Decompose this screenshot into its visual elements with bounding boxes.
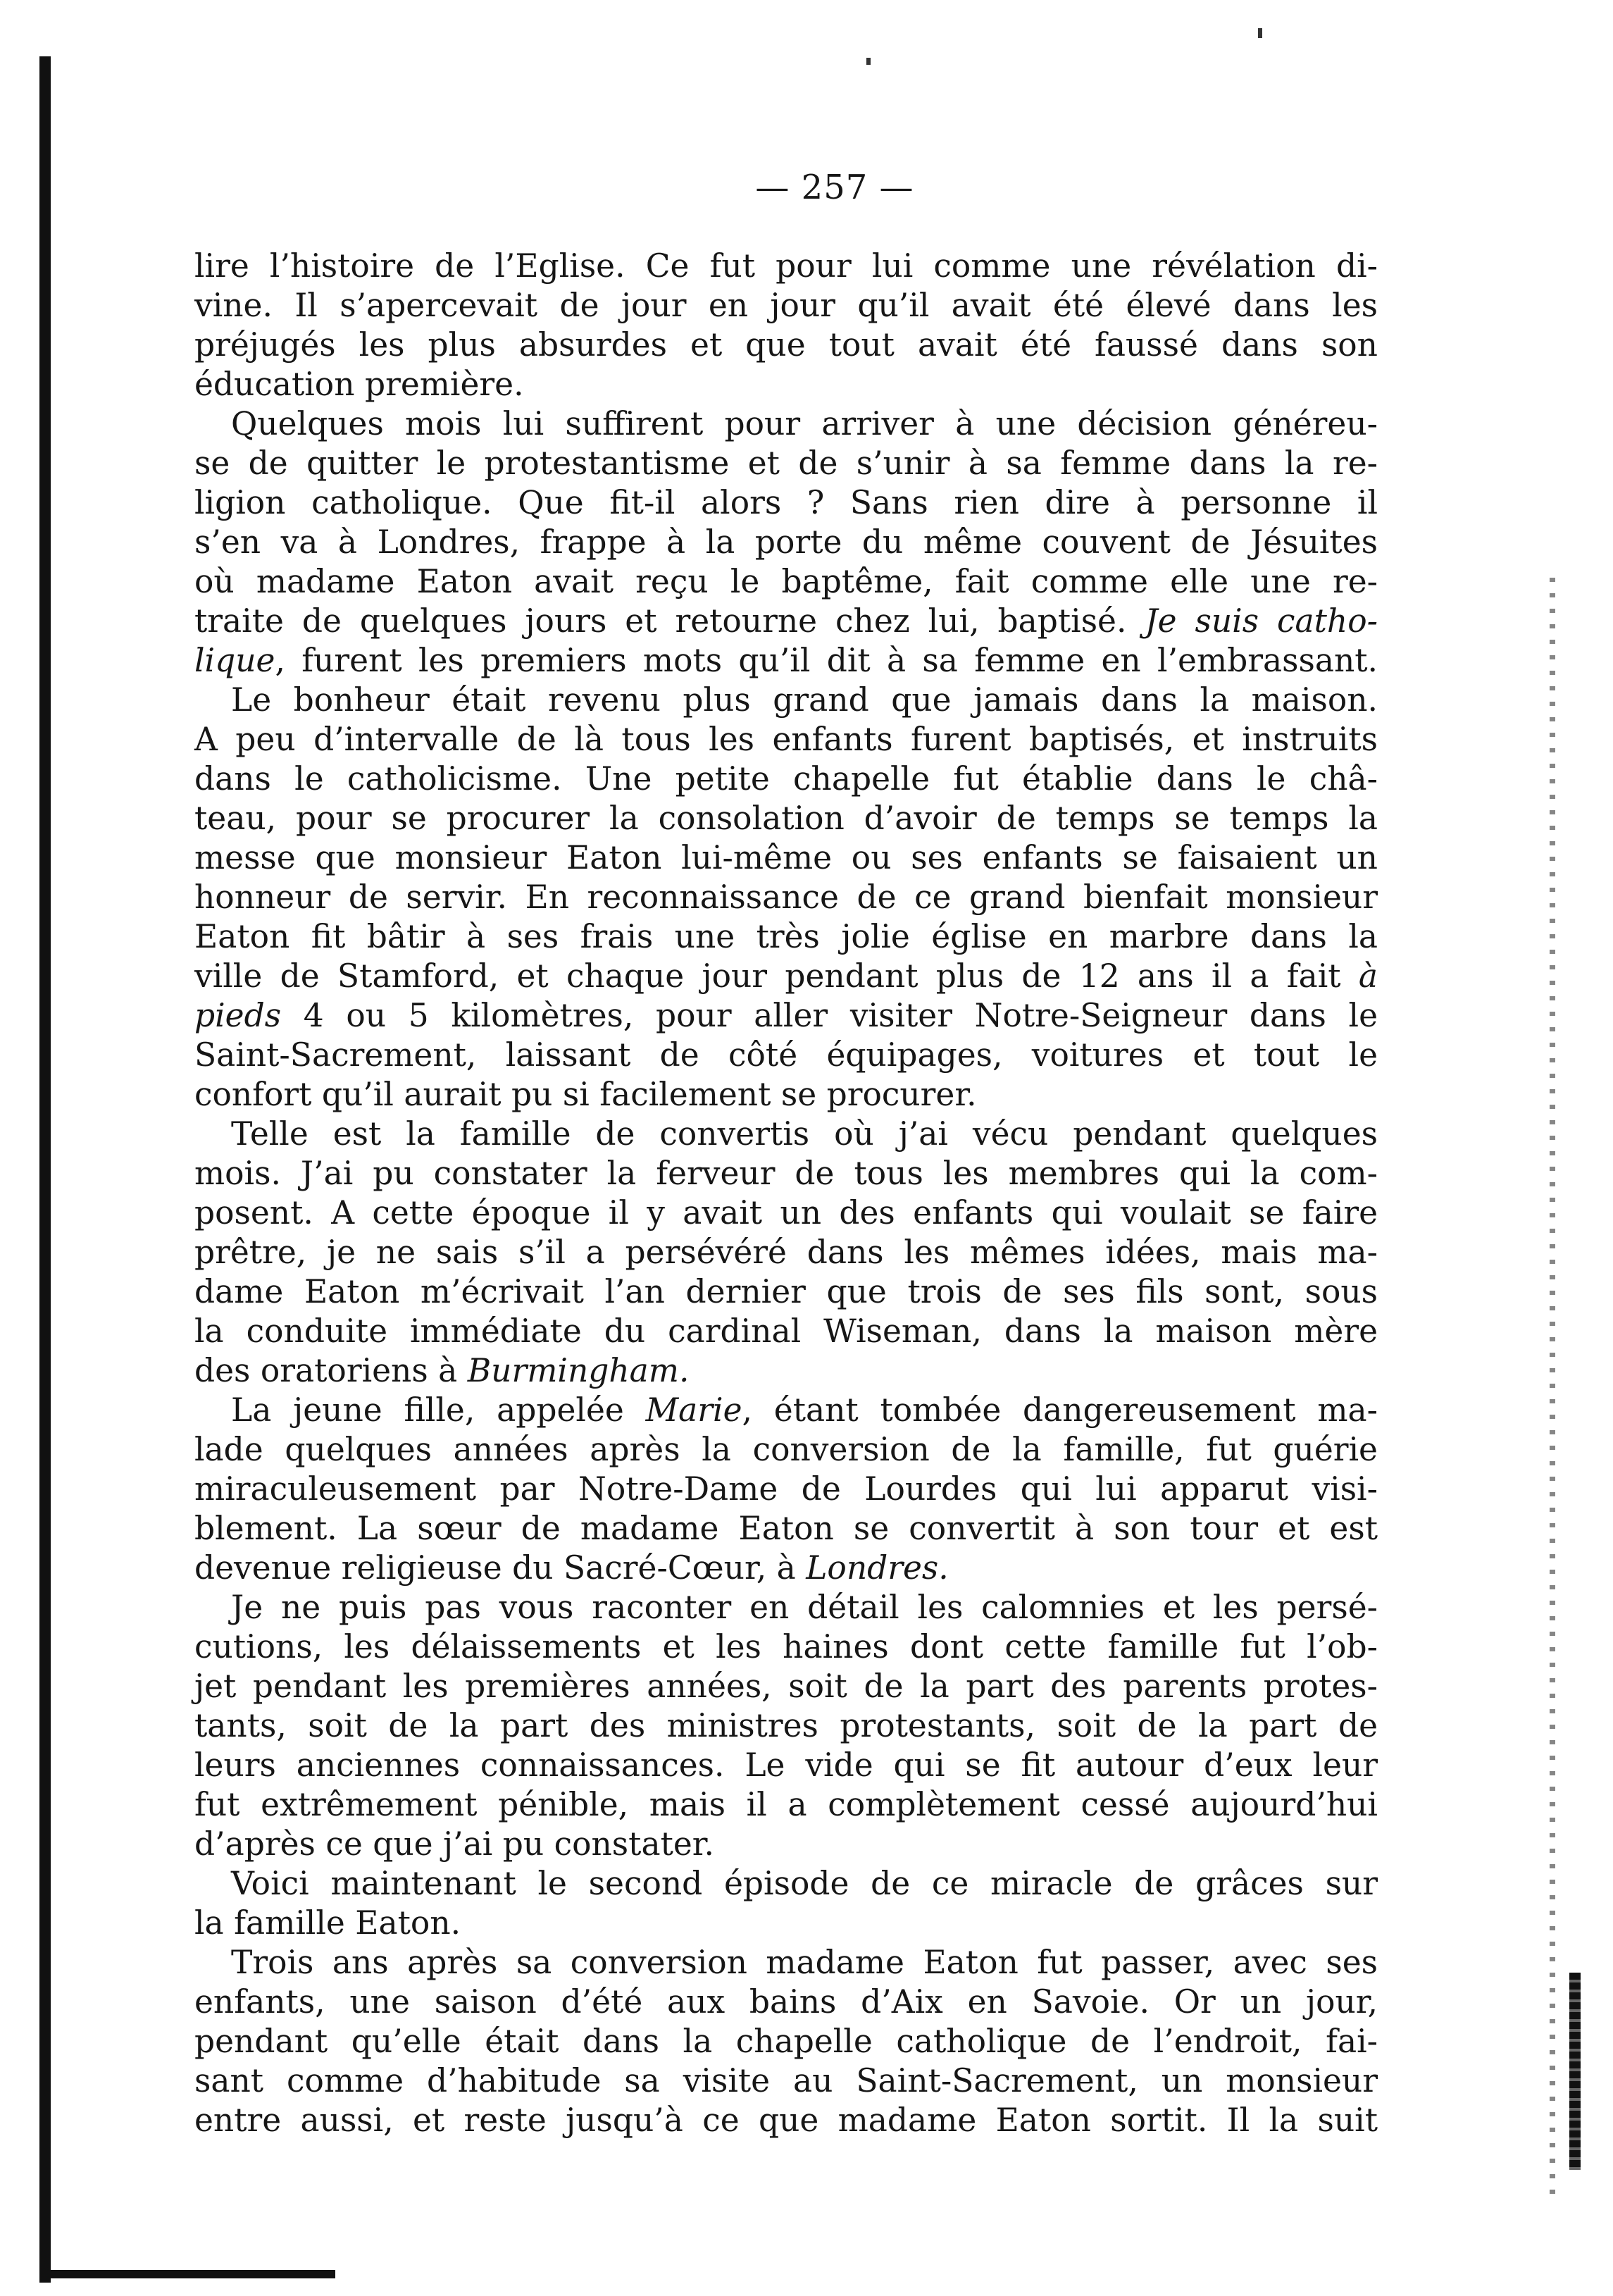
text-line: où madame Eaton avait reçu le baptême, fait comme elle une re-	[194, 563, 1378, 600]
text-line: enfants, une saison d’été aux bains d’Aix en Savoie. Or un jour,	[194, 1983, 1378, 2021]
text-line: lire l’histoire de l’Eglise. Ce fut pour lui comme une révélation di-	[194, 247, 1378, 285]
text-line: se de quitter le protestantisme et de s’unir à sa femme dans la re-	[194, 445, 1378, 482]
text-line: traite de quelques jours et retourne chez lui, baptisé. Je suis catho-	[194, 602, 1378, 640]
text-line: leurs anciennes connaissances. Le vide qui se fit autour d’eux leur	[194, 1746, 1378, 1784]
text-line: Quelques mois lui suffirent pour arriver à une décision généreu-	[231, 405, 1378, 442]
text-line: mois. J’ai pu constater la ferveur de tous les membres qui la com-	[194, 1155, 1378, 1192]
text-line: pieds 4 ou 5 kilomètres, pour aller visiter Notre-Seigneur dans le	[194, 997, 1378, 1034]
text-line: lique, furent les premiers mots qu’il dit à sa femme en l’embrassant.	[194, 642, 1378, 679]
text-line: Telle est la famille de convertis où j’ai vécu pendant quelques	[231, 1115, 1378, 1153]
text-line: blement. La sœur de madame Eaton se convertit à son tour et est	[194, 1510, 1378, 1547]
text-line: dans le catholicisme. Une petite chapelle fut établie dans le châ-	[194, 760, 1378, 798]
text-line: messe que monsieur Eaton lui-même ou ses enfants se faisaient un	[194, 839, 1378, 876]
text-line: dame Eaton m’écrivait l’an dernier que trois de ses fils sont, sous	[194, 1273, 1378, 1310]
text-line: Le bonheur était revenu plus grand que jamais dans la maison.	[231, 681, 1378, 719]
text-line: Trois ans après sa conversion madame Eaton fut passer, avec ses	[231, 1944, 1378, 1981]
text-line: éducation première.	[194, 366, 524, 403]
text-line: Saint-Sacrement, laissant de côté équipages, voitures et tout le	[194, 1036, 1378, 1074]
text-line: des oratoriens à Burmingham.	[194, 1352, 690, 1389]
body-text	[194, 247, 1378, 2140]
text-line: la conduite immédiate du cardinal Wiseman, dans la maison mère	[194, 1313, 1378, 1350]
text-line: honneur de servir. En reconnaissance de ce grand bienfait monsieur	[194, 879, 1378, 916]
text-line: jet pendant les premières années, soit de la part des parents protes-	[194, 1668, 1378, 1705]
text-line: prêtre, je ne sais s’il a persévéré dans les mêmes idées, mais ma-	[194, 1234, 1378, 1271]
text-line: teau, pour se procurer la consolation d’avoir de temps se temps la	[194, 800, 1378, 837]
text-line: devenue religieuse du Sacré-Cœur, à Londres.	[194, 1549, 949, 1587]
text-line: lade quelques années après la conversion de la famille, fut guérie	[194, 1431, 1378, 1468]
text-line: ville de Stamford, et chaque jour pendant plus de 12 ans il a fait à	[194, 957, 1378, 995]
text-line: s’en va à Londres, frappe à la porte du même couvent de Jésuites	[194, 523, 1378, 561]
text-line: Je ne puis pas vous raconter en détail les calomnies et les persé-	[231, 1589, 1378, 1626]
text-line: tants, soit de la part des ministres protestants, soit de la part de	[194, 1707, 1378, 1744]
text-line: confort qu’il aurait pu si facilement se procurer.	[194, 1076, 977, 1113]
text-line: sant comme d’habitude sa visite au Saint-Sacrement, un monsieur	[194, 2062, 1378, 2099]
scan-speck	[866, 58, 871, 65]
text-line: entre aussi, et reste jusqu’à ce que madame Eaton sortit. Il la suit	[194, 2102, 1378, 2139]
text-line: préjugés les plus absurdes et que tout avait été faussé dans son	[194, 326, 1378, 364]
scan-right-edge-dark	[1569, 1973, 1581, 2170]
scan-binding-edge	[39, 56, 51, 2283]
scan-speck	[1258, 28, 1262, 38]
page-number: — 257 —	[755, 168, 914, 207]
text-line: la famille Eaton.	[194, 1904, 461, 1942]
scan-right-edge	[1550, 578, 1555, 2198]
text-line: d’après ce que j’ai pu constater.	[194, 1825, 714, 1863]
text-line: Eaton fit bâtir à ses frais une très jolie église en marbre dans la	[194, 918, 1378, 955]
text-line: ligion catholique. Que fit-il alors ? Sans rien dire à personne il	[194, 484, 1378, 521]
text-line: fut extrêmement pénible, mais il a complètement cessé aujourd’hui	[194, 1786, 1378, 1823]
text-line: pendant qu’elle était dans la chapelle catholique de l’endroit, fai-	[194, 2023, 1378, 2060]
text-line: miraculeusement par Notre-Dame de Lourdes qui lui apparut visi-	[194, 1470, 1378, 1508]
text-line: vine. Il s’apercevait de jour en jour qu’il avait été élevé dans les	[194, 287, 1378, 324]
text-line: Voici maintenant le second épisode de ce miracle de grâces sur	[231, 1865, 1378, 1902]
text-line: La jeune fille, appelée Marie, étant tombée dangereusement ma-	[231, 1391, 1378, 1429]
text-line: posent. A cette époque il y avait un des enfants qui voulait se faire	[194, 1194, 1378, 1231]
text-line: cutions, les délaissements et les haines dont cette famille fut l’ob-	[194, 1628, 1378, 1665]
text-line: A peu d’intervalle de là tous les enfants furent baptisés, et instruits	[194, 721, 1378, 758]
scan-bottom-rule	[39, 2270, 335, 2278]
